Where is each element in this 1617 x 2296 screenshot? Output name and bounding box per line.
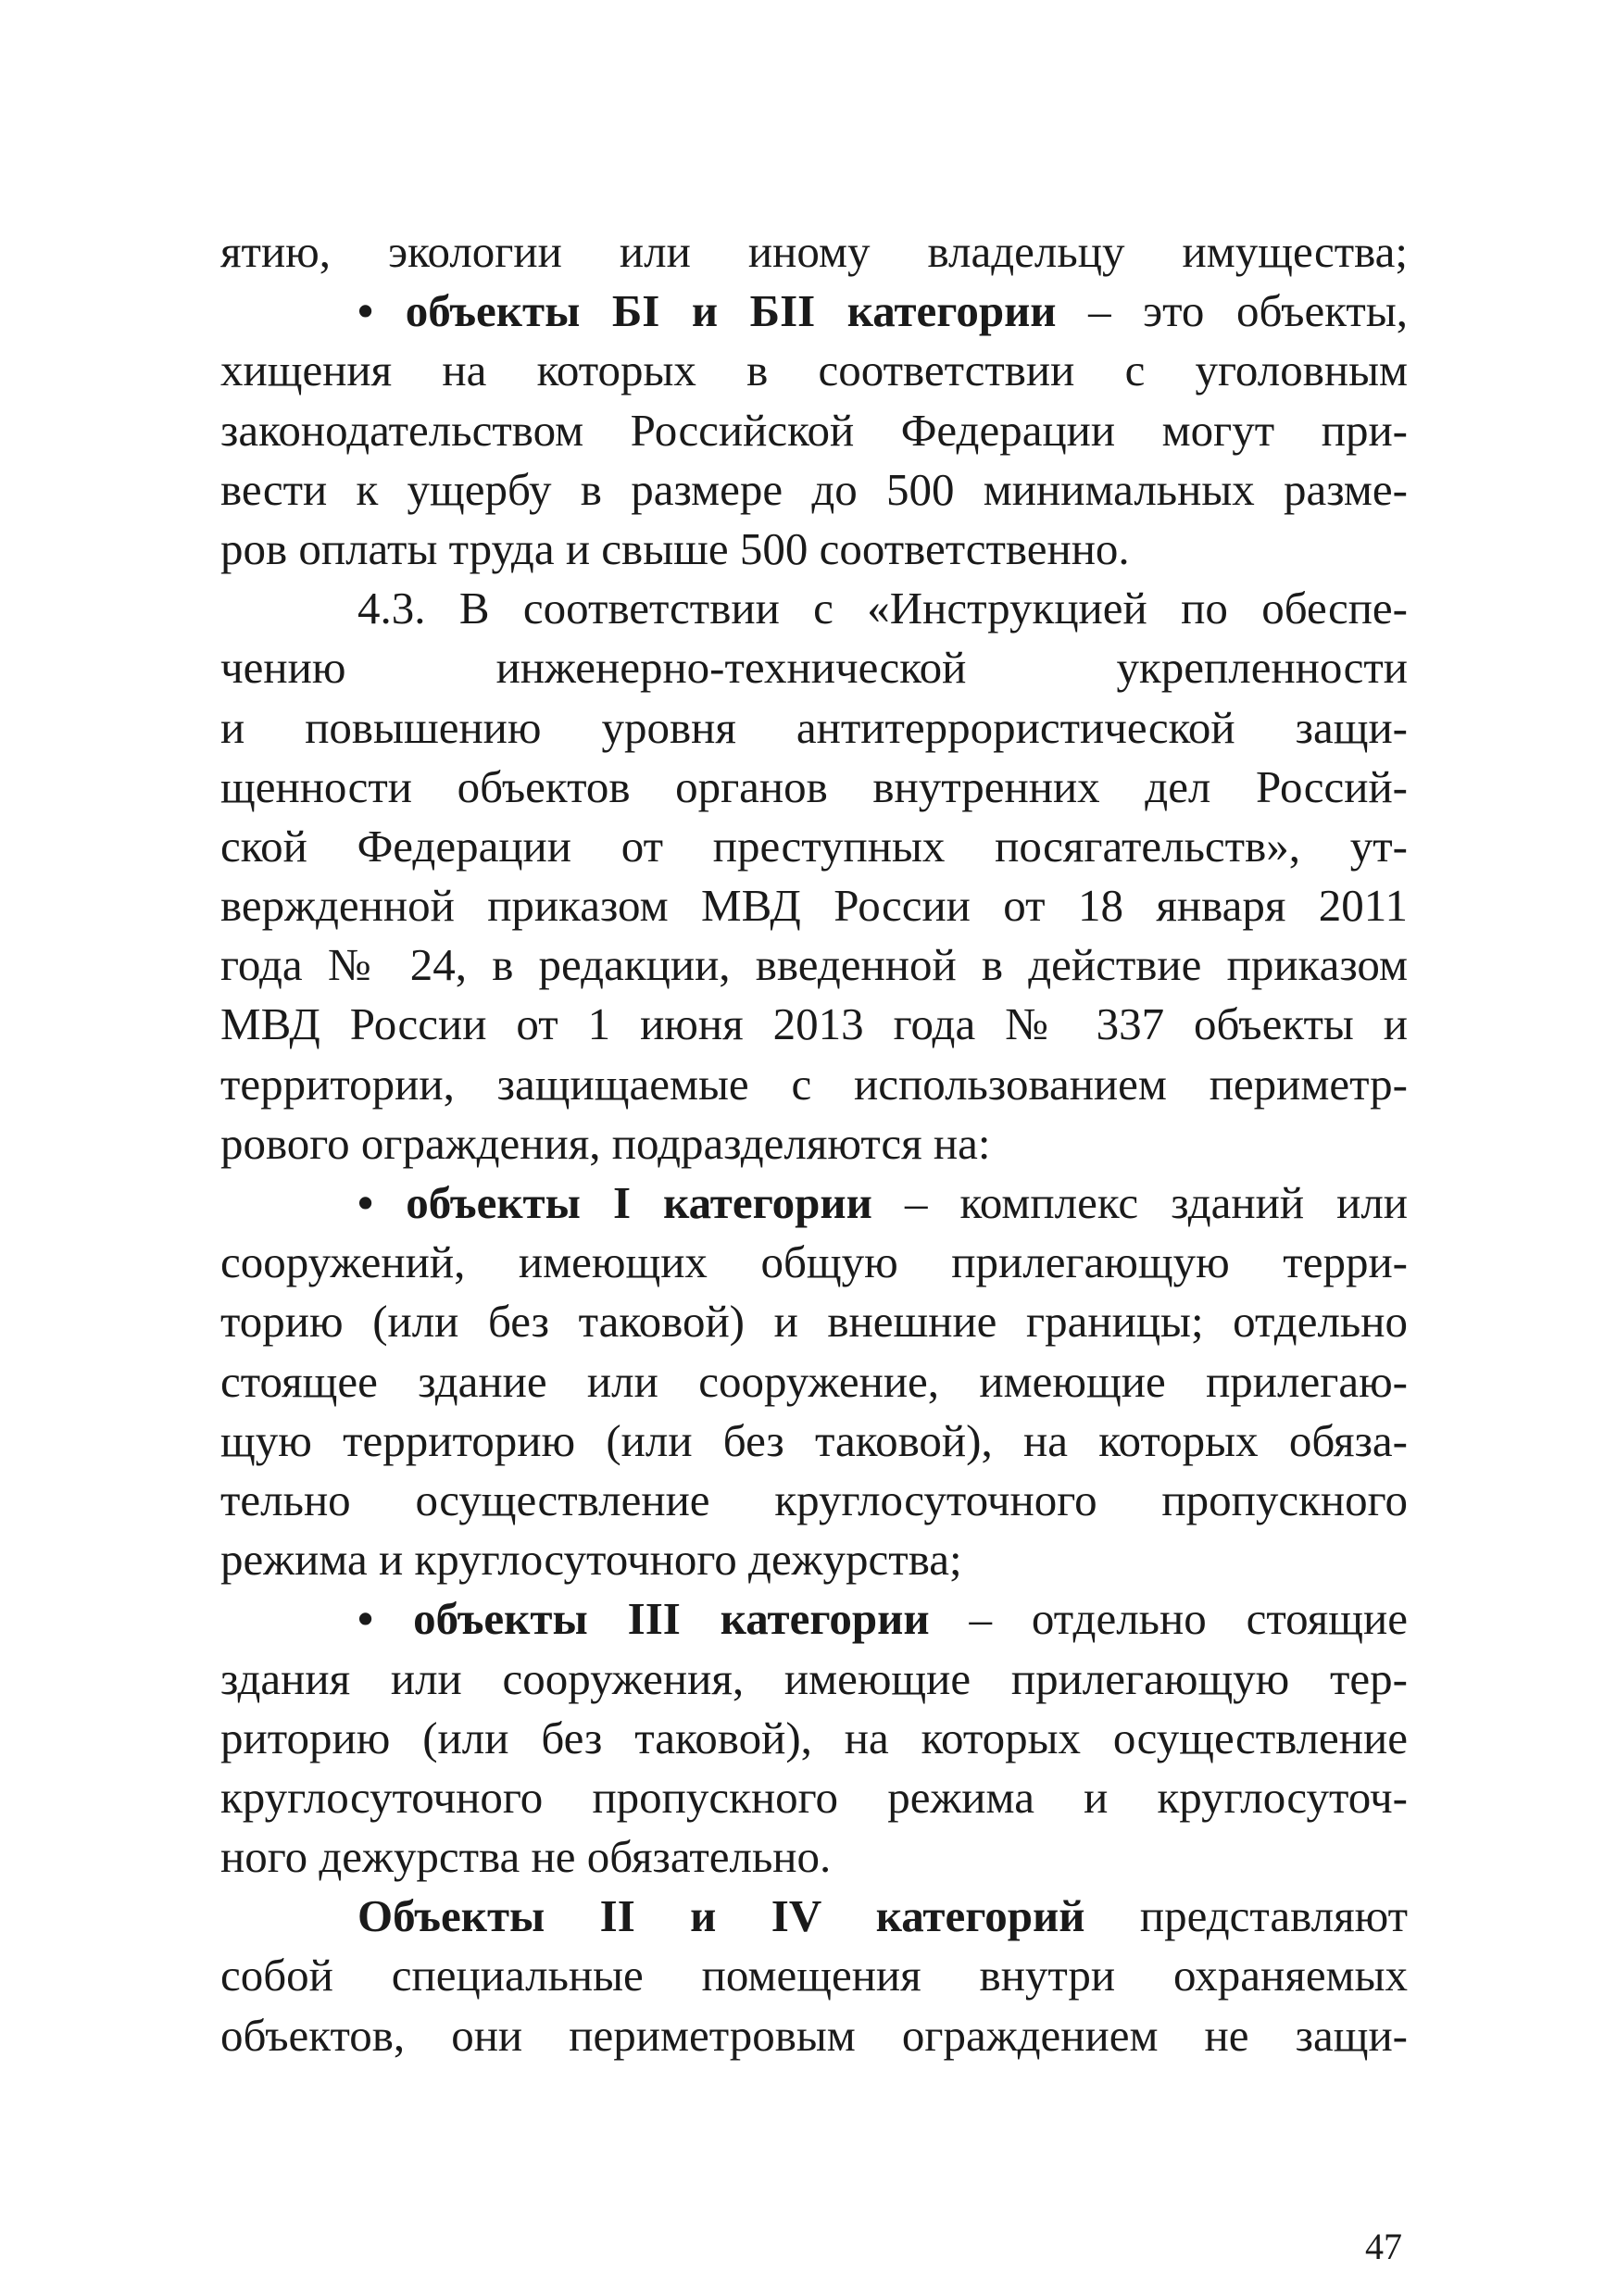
text-line: и повышению уровня антитеррористической защи-: [220, 701, 1408, 753]
text-line: территории, защищаемые с использованием периметр-: [220, 1058, 1408, 1110]
text-line: хищения на которых в соответствии с уголовным: [220, 345, 1408, 396]
text-line: собой специальные помещения внутри охраняемых: [220, 1950, 1408, 2001]
text-line: круглосуточного пропускного режима и круглосуточ-: [220, 1771, 1408, 1823]
text-line: Объекты II и IV категорий представляют: [357, 1890, 1408, 1942]
page-number: 47: [1365, 2226, 1402, 2267]
text-line: объектов, они периметровым ограждением не защи-: [220, 2009, 1408, 2061]
text-line: сооружений, имеющих общую прилегающую терри-: [220, 1236, 1408, 1288]
text-line: режима и круглосуточного дежурства;: [220, 1534, 962, 1586]
text-line: • объекты III категории – отдельно стоящие: [357, 1593, 1408, 1645]
text-line: щую территорию (или без таковой), на которых обяза-: [220, 1414, 1408, 1466]
text-line: риторию (или без таковой), на которых осуществление: [220, 1712, 1408, 1763]
text-line: законодательством Российской Федерации могут при-: [220, 404, 1408, 456]
text-line: щенности объектов органов внутренних дел Россий-: [220, 760, 1408, 812]
text-line: вести к ущербу в размере до 500 минимальных разме-: [220, 463, 1408, 515]
text-line: здания или сооружения, имеющие прилегающую тер-: [220, 1652, 1408, 1704]
text-line: года № 24, в редакции, введенной в действие приказом: [220, 939, 1408, 991]
text-line: ятию, экологии или иному владельцу имущества;: [220, 226, 1408, 277]
text-line: 4.3. В соответствии с «Инструкцией по обеспе-: [357, 583, 1408, 634]
text-line: тельно осуществление круглосуточного пропускного: [220, 1474, 1408, 1525]
text-line: рового ограждения, подразделяются на:: [220, 1117, 991, 1169]
text-line: • объекты I категории – комплекс зданий или: [357, 1177, 1408, 1228]
text-line: ской Федерации от преступных посягательств», ут-: [220, 820, 1408, 872]
text-line: ного дежурства не обязательно.: [220, 1831, 832, 1883]
text-line: торию (или без таковой) и внешние границы; отдельно: [220, 1296, 1408, 1348]
text-line: ров оплаты труда и свыше 500 соответственно.: [220, 522, 1130, 574]
text-line: стоящее здание или сооружение, имеющие прилегаю-: [220, 1355, 1408, 1407]
text-line: МВД России от 1 июня 2013 года № 337 объекты и: [220, 998, 1408, 1050]
page-body-text: [220, 222, 1408, 2065]
text-line: вержденной приказом МВД России от 18 января 2011: [220, 880, 1408, 932]
text-line: • объекты БI и БII категории – это объекты,: [357, 285, 1409, 337]
text-line: чению инженерно-технической укрепленности: [220, 642, 1408, 694]
